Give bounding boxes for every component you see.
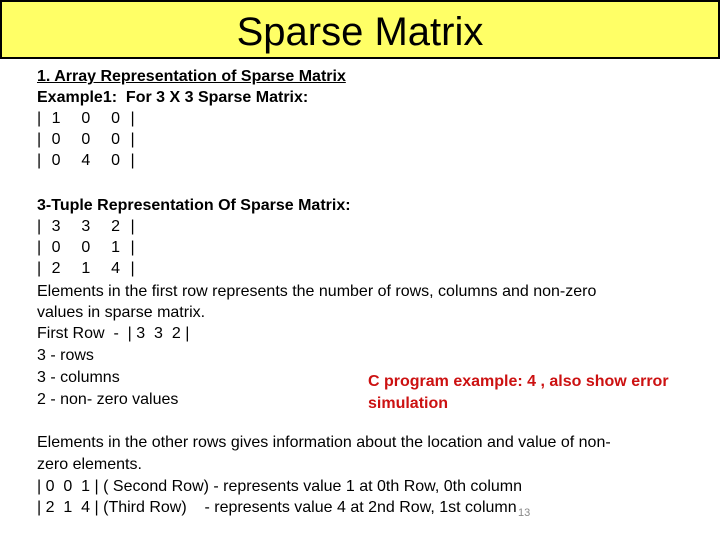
matrix-row-1: | 1 0 0 | (37, 110, 135, 127)
section3-line-2: zero elements. (37, 456, 142, 473)
section2-heading: 3-Tuple Representation Of Sparse Matrix: (37, 197, 351, 214)
tuple-row-3: | 2 1 4 | (37, 260, 135, 277)
tuple-row-2: | 0 0 1 | (37, 239, 135, 256)
section3-line-4: | 2 1 4 | (Third Row) - represents value 4 at 2nd Row, 1st column (37, 499, 517, 516)
matrix-row-2: | 0 0 0 | (37, 131, 135, 148)
desc-line-1: Elements in the first row represents the number of rows, columns and non-zero (37, 283, 597, 300)
desc-line-2: values in sparse matrix. (37, 304, 206, 321)
title-bar (0, 0, 720, 59)
section1-heading: 1. Array Representation of Sparse Matrix (37, 68, 346, 85)
c-program-note-line2: simulation (368, 395, 449, 412)
page-number: 13 (518, 507, 531, 519)
nonzero-label: 2 - non- zero values (37, 391, 179, 408)
c-program-note-line1: C program example: 4 , also show error (368, 373, 669, 390)
tuple-row-1: | 3 3 2 | (37, 218, 135, 235)
slide-title: Sparse Matrix (236, 9, 484, 54)
rows-label: 3 - rows (37, 347, 94, 364)
section3-line-3: | 0 0 1 | ( Second Row) - represents value 1 at 0th Row, 0th column (37, 478, 522, 495)
section1-example: Example1: For 3 X 3 Sparse Matrix: (37, 89, 309, 106)
columns-label: 3 - columns (37, 369, 120, 386)
matrix-row-3: | 0 4 0 | (37, 152, 135, 169)
first-row-label: First Row - | 3 3 2 | (37, 325, 190, 342)
section3-line-1: Elements in the other rows gives information about the location and value of non- (37, 434, 611, 451)
